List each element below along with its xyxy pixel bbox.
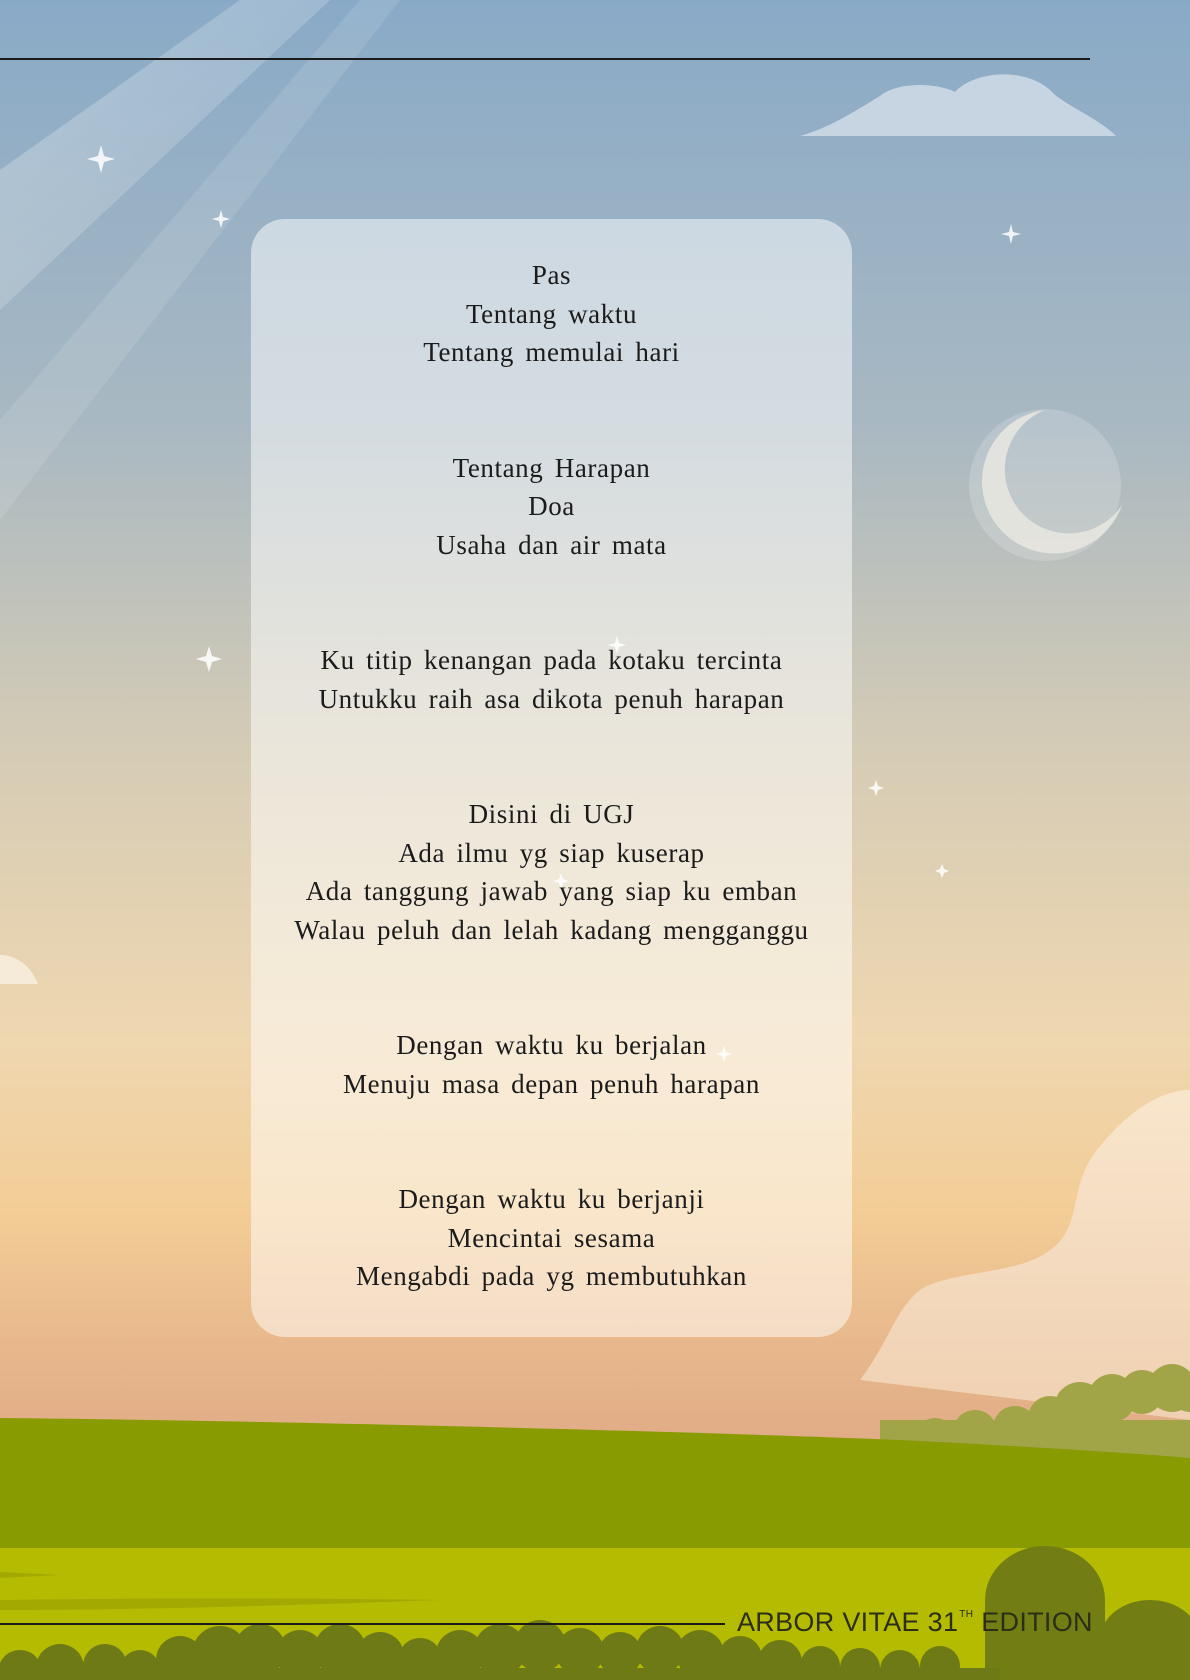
- poem-line: Dengan waktu ku berjalan: [396, 1030, 707, 1060]
- poem-line: Mencintai sesama: [447, 1222, 656, 1253]
- stanza-2: [251, 449, 852, 565]
- stanza-5: [251, 1026, 852, 1103]
- poem-line: Doa: [528, 491, 575, 521]
- stanza-4: [251, 795, 852, 949]
- bottom-rule: [0, 1623, 725, 1625]
- stanza-3: [251, 641, 852, 718]
- poem-line: Dengan waktu ku berjanji: [398, 1184, 705, 1214]
- footer-brand: [737, 1607, 1093, 1638]
- poem: [251, 256, 852, 1296]
- poem-line: Ada tanggung jawab yang siap ku emban: [305, 876, 798, 906]
- poem-line: Disini di UGJ: [468, 799, 635, 829]
- stanza-6: [251, 1180, 852, 1296]
- poem-line: Walau peluh dan lelah kadang mengganggu: [294, 914, 809, 945]
- poem-line: Usaha dan air mata: [436, 529, 667, 560]
- poem-line: Ada ilmu yg siap kuserap: [398, 837, 705, 868]
- poem-line: Ku titip kenangan pada kotaku tercinta: [320, 645, 783, 675]
- crescent-moon-icon: [969, 409, 1122, 561]
- poem-line: Pas: [531, 260, 572, 290]
- poem-line: Tentang memulai hari: [423, 337, 680, 367]
- footer-brand-name: ARBOR VITAE 31: [737, 1607, 959, 1637]
- stanza-1: [251, 256, 852, 372]
- top-rule: [0, 58, 1090, 60]
- footer-edition: EDITION: [981, 1607, 1093, 1637]
- footer-brand-superscript: TH: [959, 1609, 974, 1620]
- poem-line: Menuju masa depan penuh harapan: [343, 1068, 760, 1099]
- poem-line: Untukku raih asa dikota penuh harapan: [318, 683, 785, 714]
- poem-line: Tentang waktu: [465, 298, 638, 329]
- poem-line: Tentang Harapan: [452, 452, 651, 483]
- poem-line: Mengabdi pada yg membutuhkan: [356, 1261, 747, 1291]
